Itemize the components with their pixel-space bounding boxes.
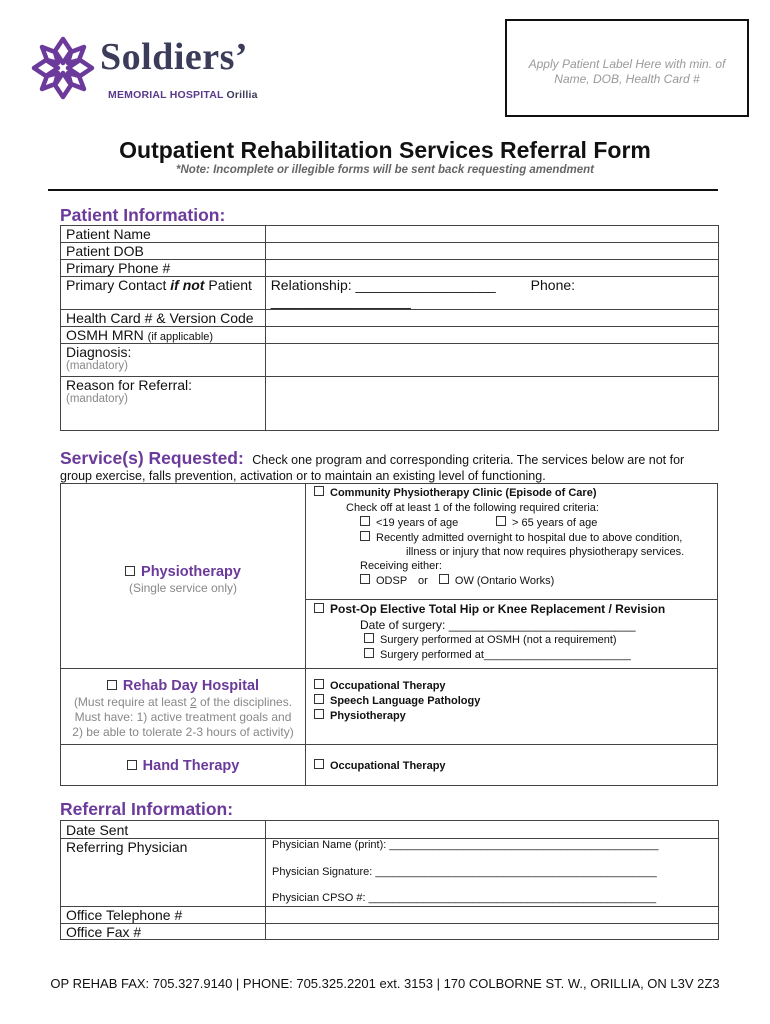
title-divider: [48, 189, 718, 191]
community-clinic-checkbox[interactable]: [314, 486, 324, 496]
community-clinic-label: Community Physiotherapy Clinic (Episode of Care): [330, 487, 597, 499]
community-clinic-cell: [305, 483, 718, 600]
office-fax-field[interactable]: [271, 924, 711, 940]
diagnosis-label: Diagnosis: (mandatory): [61, 344, 266, 377]
odsp-label: ODSP: [376, 575, 407, 587]
date-sent-field[interactable]: [271, 821, 711, 838]
surgery-osmh-label: Surgery performed at OSMH (not a requirement): [380, 634, 617, 646]
odsp-checkbox[interactable]: [360, 574, 370, 584]
flower-logo-icon: [30, 35, 96, 101]
primary-contact-field[interactable]: [265, 277, 718, 310]
hand-ot-checkbox[interactable]: [314, 759, 324, 769]
patient-dob-field[interactable]: [265, 243, 718, 260]
services-instructions-2: group exercise, falls prevention, activation or to maintain an existing level of functioning.: [60, 469, 546, 483]
hand-ot-label: Occupational Therapy: [330, 760, 446, 772]
rehab-disciplines-cell: [305, 668, 718, 745]
patient-info-heading: Patient Information:: [60, 205, 226, 225]
surgery-elsewhere-field[interactable]: Surgery performed at________________________: [380, 649, 631, 661]
hand-therapy-cell: [60, 744, 306, 786]
rehab-day-hospital-checkbox[interactable]: [107, 680, 117, 690]
reason-label: Reason for Referral: (mandatory): [61, 377, 266, 431]
post-op-label: Post-Op Elective Total Hip or Knee Replacement / Revision: [330, 602, 666, 616]
receiving-label: Receiving either:: [360, 560, 442, 572]
relationship-field[interactable]: Relationship: __________________: [270, 277, 496, 293]
office-telephone-field[interactable]: [271, 907, 711, 923]
physiotherapy-cell: [60, 483, 306, 669]
physician-name-field[interactable]: Physician Name (print): ____________________________________________: [272, 839, 659, 851]
osmh-mrn-field[interactable]: [265, 327, 718, 344]
surgery-elsewhere-checkbox[interactable]: [364, 648, 374, 658]
or-label: or: [418, 575, 428, 587]
post-op-cell: [305, 599, 718, 669]
ow-label: OW (Ontario Works): [454, 575, 555, 587]
patient-info-table: [60, 225, 719, 431]
recently-admitted-label: Recently admitted overnight to hospital due to above condition,: [376, 532, 683, 544]
hand-therapy-label: Hand Therapy: [142, 758, 240, 774]
surgery-osmh-checkbox[interactable]: [364, 633, 374, 643]
logo-wordmark: Soldiers’: [100, 36, 249, 78]
physiotherapy-checkbox[interactable]: [125, 566, 135, 576]
referring-physician-label: Referring Physician: [66, 839, 188, 855]
criteria-instruction: Check off at least 1 of the following required criteria:: [346, 502, 599, 514]
office-telephone-label: Office Telephone #: [66, 907, 183, 923]
physiotherapy-note: (Single service only): [128, 581, 238, 595]
primary-phone-label: Primary Phone #: [61, 260, 266, 277]
health-card-field[interactable]: [265, 310, 718, 327]
hospital-logo: [30, 35, 280, 105]
services-instructions: Check one program and corresponding criteria. The services below are not for: [252, 453, 685, 467]
patient-name-field[interactable]: [265, 226, 718, 243]
rehab-day-hospital-label: Rehab Day Hospital: [122, 678, 260, 694]
over-65-checkbox[interactable]: [496, 516, 506, 526]
osmh-mrn-label: OSMH MRN (if applicable): [61, 327, 266, 344]
contact-phone-field[interactable]: Phone: __________________: [270, 277, 576, 309]
rehab-slp-label: Speech Language Pathology: [330, 695, 481, 707]
hand-therapy-options-cell: [305, 744, 718, 786]
physician-signature-field[interactable]: Physician Signature: ______________________________________________: [272, 866, 657, 878]
physician-cpso-field[interactable]: Physician CPSO #: _______________________________________________: [272, 892, 657, 904]
rehab-slp-checkbox[interactable]: [314, 694, 324, 704]
diagnosis-field[interactable]: [265, 344, 718, 377]
services-heading: Service(s) Requested:: [60, 448, 244, 468]
rehab-ot-label: Occupational Therapy: [330, 680, 446, 692]
hand-therapy-checkbox[interactable]: [127, 760, 137, 770]
form-note: *Note: Incomplete or illegible forms will be sent back requesting amendment: [176, 164, 594, 176]
rehab-day-hospital-note: (Must require at least 2 of the disciplines. Must have: 1) active treatment goals and 2) be able to tolerate 2-3 hours of activity): [72, 695, 294, 739]
under-19-label: <19 years of age: [376, 517, 459, 529]
under-19-checkbox[interactable]: [360, 516, 370, 526]
patient-label-area[interactable]: Apply Patient Label Here with min. of Name, DOB, Health Card #: [505, 19, 749, 117]
services-heading-line: [60, 448, 684, 469]
date-sent-label: Date Sent: [66, 822, 129, 838]
rehab-ot-checkbox[interactable]: [314, 679, 324, 689]
footer-contact: OP REHAB FAX: 705.327.9140 | PHONE: 705.325.2201 ext. 3153 | 170 COLBORNE ST. W., ORILLIA, ON L3V 2Z3: [50, 976, 720, 991]
reason-field[interactable]: [265, 377, 718, 431]
recently-admitted-label-2: illness or injury that now requires physiotherapy services.: [406, 546, 685, 558]
office-fax-label: Office Fax #: [66, 924, 142, 940]
rehab-pt-label: Physiotherapy: [330, 710, 406, 722]
patient-name-label: Patient Name: [61, 226, 266, 243]
post-op-checkbox[interactable]: [314, 603, 324, 613]
referral-info-table: [60, 820, 719, 940]
rehab-day-hospital-cell: [60, 668, 306, 745]
physiotherapy-label: Physiotherapy: [141, 564, 241, 580]
logo-subtitle: MEMORIAL HOSPITAL Orillia: [108, 89, 258, 101]
form-title: Outpatient Rehabilitation Services Referral Form: [119, 137, 651, 163]
referral-info-heading: Referral Information:: [60, 799, 234, 819]
primary-contact-label: Primary Contact if not Patient: [61, 277, 266, 310]
surgery-date-field[interactable]: Date of surgery: ____________________________: [360, 618, 636, 632]
primary-phone-field[interactable]: [265, 260, 718, 277]
patient-dob-label: Patient DOB: [61, 243, 266, 260]
over-65-label: > 65 years of age: [512, 517, 598, 529]
ow-checkbox[interactable]: [439, 574, 449, 584]
health-card-label: Health Card # & Version Code: [61, 310, 266, 327]
recently-admitted-checkbox[interactable]: [360, 531, 370, 541]
rehab-pt-checkbox[interactable]: [314, 709, 324, 719]
